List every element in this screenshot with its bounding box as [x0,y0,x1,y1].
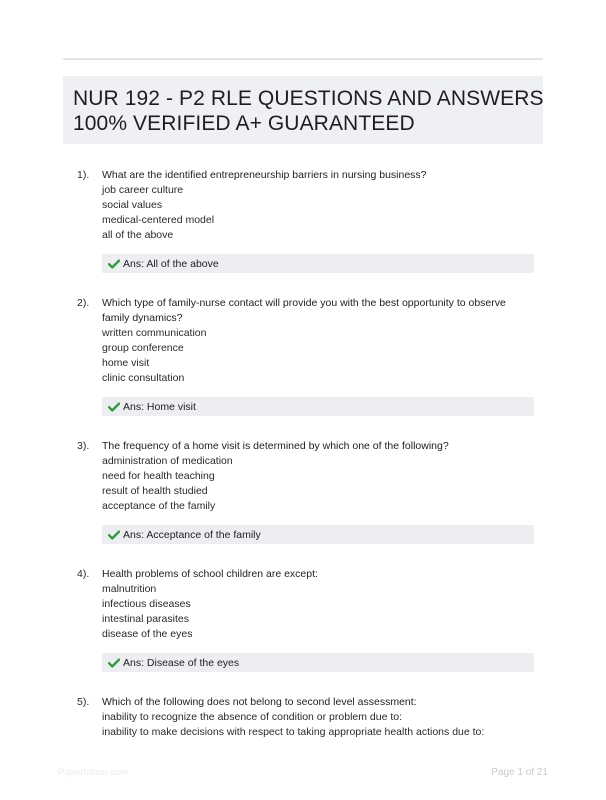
option-b: infectious diseases [102,598,191,610]
option-d: all of the above [102,229,174,241]
check-icon [108,658,120,668]
option-c: result of health studied [102,485,208,497]
question-body [102,296,537,386]
check-icon [108,530,120,540]
option-b: inability to make decisions with respect to taking appropriate health actions due to: [102,726,485,738]
check-icon [108,402,120,412]
question-text: Which of the following does not belong to second level assessment: [102,696,417,708]
option-a: malnutrition [102,583,157,595]
option-d: clinic consultation [102,372,185,384]
option-a: written communication [102,327,207,339]
question-text-continued: family dynamics? [102,312,183,324]
option-c: home visit [102,357,150,369]
option-a: job career culture [102,184,184,196]
question-text: Which type of family-nurse contact will provide you with the best opportunity to observe [102,297,506,309]
question-body [102,695,537,740]
question-text: Health problems of school children are except: [102,568,318,580]
answer-text: Ans: Home visit [123,400,196,413]
document-title-line-1: NUR 192 - P2 RLE QUESTIONS AND ANSWERS [73,87,544,110]
question-number: 5). [77,696,90,708]
option-b: social values [102,199,163,211]
option-d: acceptance of the family [102,500,216,512]
answer-box [102,525,534,544]
answer-text: Ans: All of the above [123,257,219,270]
option-d: disease of the eyes [102,628,193,640]
question-body [102,567,537,642]
answer-box [102,653,534,672]
answer-box [102,254,534,273]
document-title-line-2: 100% VERIFIED A+ GUARANTEED [73,112,415,135]
option-b: need for health teaching [102,470,215,482]
watermark-text: Paperfollow.com [58,767,128,778]
answer-box [102,397,534,416]
option-c: intestinal parasites [102,613,189,625]
option-a: administration of medication [102,455,233,467]
question-number: 3). [77,440,90,452]
option-c: medical-centered model [102,214,215,226]
question-number: 2). [77,297,90,309]
check-icon [108,259,120,269]
question-body [102,439,537,514]
option-b: group conference [102,342,184,354]
question-number: 1). [77,169,90,181]
top-divider [63,58,543,60]
question-text: The frequency of a home visit is determined by which one of the following? [102,440,449,452]
option-a: inability to recognize the absence of condition or problem due to: [102,711,403,723]
question-body [102,168,537,243]
question-number: 4). [77,568,90,580]
page-number: Page 1 of 21 [491,767,548,778]
answer-text: Ans: Disease of the eyes [123,656,240,669]
question-text: What are the identified entrepreneurship barriers in nursing business? [102,169,427,181]
document-title-box [63,76,543,144]
answer-text: Ans: Acceptance of the family [123,528,261,541]
